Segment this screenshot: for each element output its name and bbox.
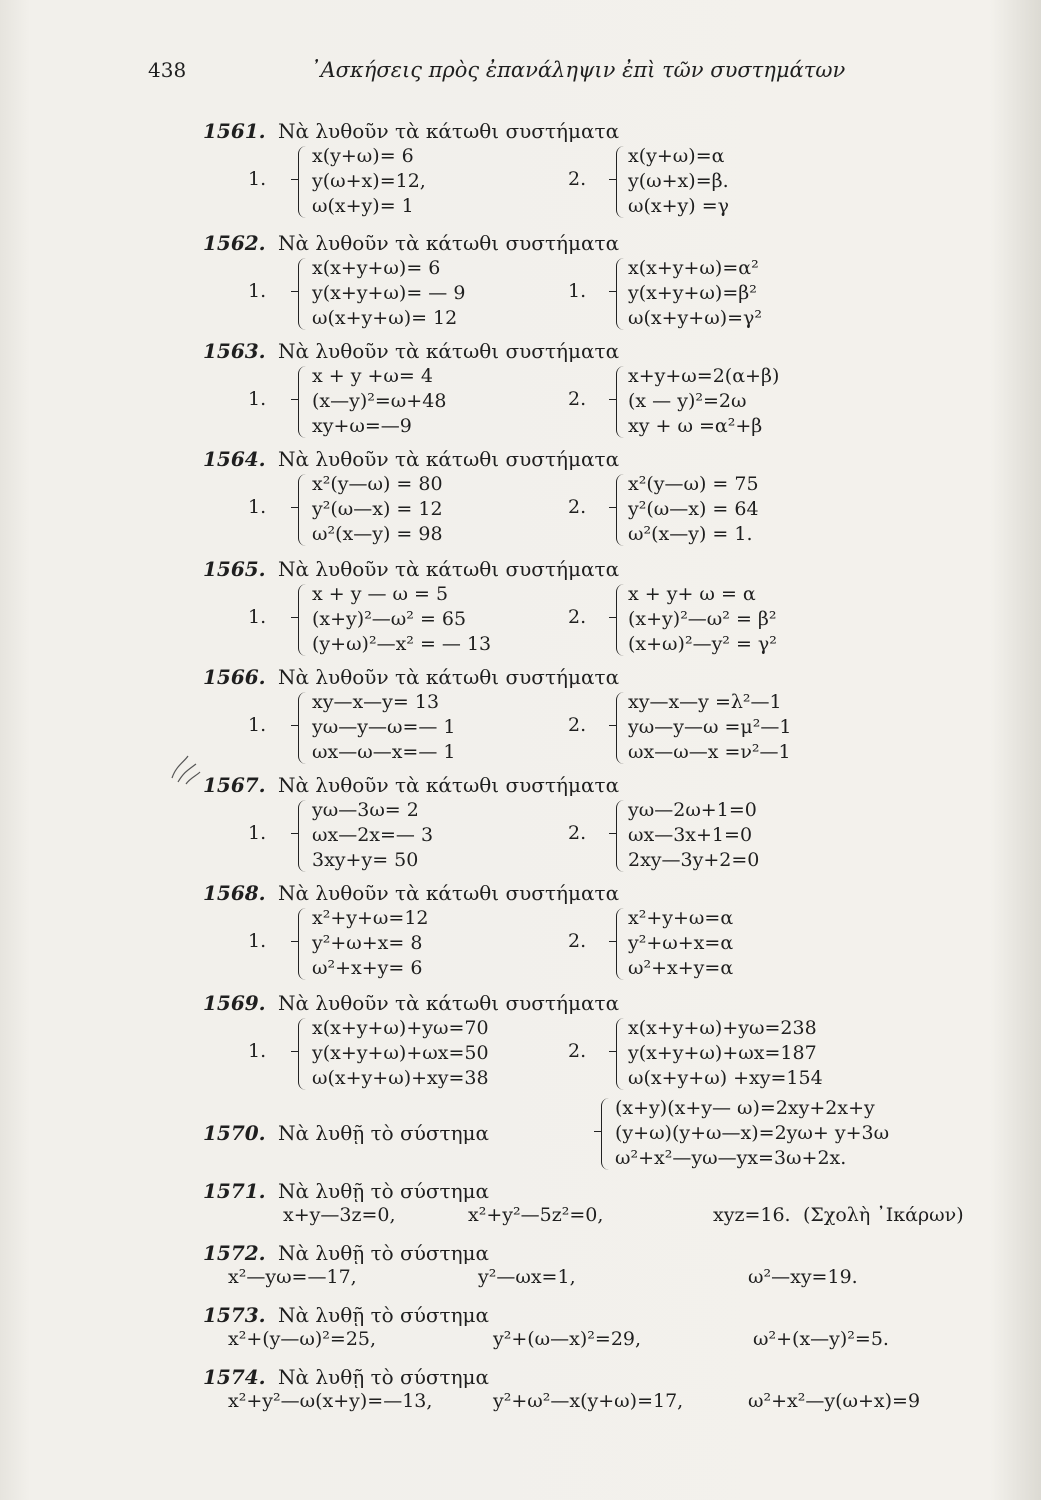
equation: ω(x+y+ω)+xy=38 bbox=[312, 1067, 489, 1089]
equation: y(x+y+ω)=β² bbox=[628, 282, 757, 304]
exercise-1562 bbox=[203, 230, 1003, 334]
equation: x²+y²—ω(x+y)=—13, bbox=[228, 1390, 433, 1412]
equation: y²+(ω—x)²=29, bbox=[493, 1328, 642, 1350]
system-a bbox=[248, 690, 568, 768]
exercise-prompt: Νὰ λυθοῦν τὰ κάτωθι συστήματα bbox=[278, 665, 620, 689]
exercise-number: 1568. bbox=[203, 881, 266, 905]
equation-line bbox=[203, 1328, 1003, 1358]
equation-system bbox=[312, 906, 429, 981]
system-label: 1. bbox=[248, 930, 267, 952]
equation: x+y—3z=0, bbox=[283, 1204, 396, 1226]
equation-system bbox=[615, 1096, 889, 1171]
equation: (x+y)²—ω² = β² bbox=[628, 608, 777, 630]
equation: x(y+ω)= 6 bbox=[312, 145, 414, 167]
equation-system bbox=[628, 472, 759, 547]
equation-system bbox=[312, 472, 443, 547]
exercise-prompt: Νὰ λυθοῦν τὰ κάτωθι συστήματα bbox=[278, 991, 620, 1015]
system-brace bbox=[616, 692, 627, 764]
exercise-1571 bbox=[203, 1178, 1003, 1234]
equation: y(ω+x)=β. bbox=[628, 170, 729, 192]
equation: yω—3ω= 2 bbox=[312, 799, 419, 821]
system-label: 2. bbox=[568, 822, 587, 844]
system-label: 2. bbox=[568, 714, 587, 736]
system-brace bbox=[616, 366, 627, 438]
exercise-number: 1571. bbox=[203, 1179, 266, 1203]
system-pair bbox=[203, 1016, 1003, 1094]
equation: (y+ω)(y+ω—x)=2yω+ y+3ω bbox=[615, 1122, 890, 1144]
equation: x²(y—ω) = 75 bbox=[628, 473, 759, 495]
system-a bbox=[248, 256, 568, 334]
equation: ω²+x+y=α bbox=[628, 957, 734, 979]
equation: (x — y)²=2ω bbox=[628, 390, 747, 412]
system-brace bbox=[298, 800, 309, 872]
equation: (x+ω)²—y² = γ² bbox=[628, 633, 777, 655]
system-b bbox=[568, 1016, 898, 1094]
system-pair bbox=[203, 144, 1003, 222]
equation: y(ω+x)=12, bbox=[312, 170, 426, 192]
system-b bbox=[568, 256, 898, 334]
exercise-prompt: Νὰ λυθοῦν τὰ κάτωθι συστήματα bbox=[278, 881, 620, 905]
equation: ω²+x+y= 6 bbox=[312, 957, 423, 979]
equation: ωx—2x=— 3 bbox=[312, 824, 434, 846]
equation: 2xy—3y+2=0 bbox=[628, 849, 760, 871]
exercise-1567 bbox=[203, 772, 1003, 876]
equation: ω²+x²—yω—yx=3ω+2x. bbox=[615, 1147, 847, 1169]
equation-system bbox=[628, 906, 733, 981]
system-label: 2. bbox=[568, 496, 587, 518]
equation: ω(x+y+ω)=γ² bbox=[628, 307, 762, 329]
exercise-1561 bbox=[203, 118, 1003, 222]
system-b bbox=[568, 364, 898, 442]
equation: ω²(x—y) = 98 bbox=[312, 523, 443, 545]
equation: x+y+ω=2(α+β) bbox=[628, 365, 780, 387]
exercise-number: 1572. bbox=[203, 1241, 266, 1265]
system-label: 1. bbox=[248, 168, 267, 190]
exercise-1572 bbox=[203, 1240, 1003, 1296]
equation-system bbox=[312, 798, 433, 873]
equation: ω²(x—y) = 1. bbox=[628, 523, 753, 545]
equation-system bbox=[312, 256, 465, 331]
equation: x(x+y+ω)=α² bbox=[628, 257, 759, 279]
system-brace bbox=[298, 258, 309, 330]
equation: x²+y+ω=α bbox=[628, 907, 734, 929]
running-head: ᾿Ασκήσεις πρὸς ἐπανάληψιν ἐπὶ τῶν συστημάτων bbox=[310, 58, 846, 82]
exercise-1570 bbox=[203, 1096, 1003, 1176]
system-pair bbox=[203, 798, 1003, 876]
equation: x²(y—ω) = 80 bbox=[312, 473, 443, 495]
system-brace bbox=[616, 908, 627, 980]
system-label: 1. bbox=[248, 496, 267, 518]
equation-system bbox=[312, 582, 491, 657]
system-a bbox=[248, 472, 568, 550]
system-pair bbox=[203, 906, 1003, 984]
exercise-1573 bbox=[203, 1302, 1003, 1358]
system-b bbox=[568, 690, 898, 768]
exercise-number: 1562. bbox=[203, 231, 266, 255]
equation: y²+ω+x=α bbox=[628, 932, 734, 954]
exercise-number: 1565. bbox=[203, 557, 266, 581]
equation: y²+ω+x= 8 bbox=[312, 932, 423, 954]
equation: ωx—3x+1=0 bbox=[628, 824, 753, 846]
system-a bbox=[248, 144, 568, 222]
exercise-number: 1566. bbox=[203, 665, 266, 689]
equation: x²+(y—ω)²=25, bbox=[228, 1328, 377, 1350]
equation-line bbox=[203, 1204, 1003, 1234]
equation-system bbox=[312, 144, 426, 219]
system-b bbox=[568, 906, 898, 984]
equation: y(x+y+ω)+ωx=187 bbox=[628, 1042, 817, 1064]
equation: ω²—xy=19. bbox=[748, 1266, 858, 1288]
system-b bbox=[568, 798, 898, 876]
equation: x(x+y+ω)+yω=70 bbox=[312, 1017, 489, 1039]
exercise-1563 bbox=[203, 338, 1003, 442]
system-label: 1. bbox=[248, 606, 267, 628]
equation: yω—2ω+1=0 bbox=[628, 799, 757, 821]
exercise-1566 bbox=[203, 664, 1003, 768]
equation: x²—yω=—17, bbox=[228, 1266, 357, 1288]
system-brace bbox=[298, 366, 309, 438]
exercise-prompt: Νὰ λυθοῦν τὰ κάτωθι συστήματα bbox=[278, 447, 620, 471]
exercise-prompt: Νὰ λυθῇ τὸ σύστημα bbox=[278, 1179, 490, 1203]
equation-system bbox=[628, 798, 759, 873]
equation: y²(ω—x) = 12 bbox=[312, 498, 443, 520]
equation-system bbox=[628, 1016, 823, 1091]
equation-system bbox=[628, 364, 779, 439]
equation: y²+ω²—x(y+ω)=17, bbox=[493, 1390, 684, 1412]
exercise-number: 1574. bbox=[203, 1365, 266, 1389]
equation: y(x+y+ω)= — 9 bbox=[312, 282, 466, 304]
equation: ωx—ω—x=— 1 bbox=[312, 741, 456, 763]
system-label: 1. bbox=[248, 1040, 267, 1062]
equation: ω²+(x—y)²=5. bbox=[753, 1328, 889, 1350]
equation: (Σχολὴ ᾿Ικάρων) bbox=[803, 1204, 964, 1226]
equation-system bbox=[628, 690, 791, 765]
system-b bbox=[568, 582, 898, 660]
equation: (x—y)²=ω+48 bbox=[312, 390, 447, 412]
equation: x + y — ω = 5 bbox=[312, 583, 449, 605]
exercise-number: 1563. bbox=[203, 339, 266, 363]
system-brace bbox=[298, 146, 309, 218]
system-a bbox=[248, 1016, 568, 1094]
equation: 3xy+y= 50 bbox=[312, 849, 419, 871]
exercise-prompt: Νὰ λυθῇ τὸ σύστημα bbox=[278, 1303, 490, 1327]
equation-system bbox=[628, 144, 729, 219]
system-pair bbox=[203, 582, 1003, 660]
system-brace bbox=[298, 584, 309, 656]
exercise-number: 1573. bbox=[203, 1303, 266, 1327]
equation: y²—ωx=1, bbox=[478, 1266, 576, 1288]
exercise-prompt: Νὰ λυθοῦν τὰ κάτωθι συστήματα bbox=[278, 231, 620, 255]
system-label: 2. bbox=[568, 168, 587, 190]
equation: xy + ω =α²+β bbox=[628, 415, 763, 437]
system-a bbox=[248, 798, 568, 876]
system-label: 2. bbox=[568, 1040, 587, 1062]
exercise-1564 bbox=[203, 446, 1003, 550]
exercise-1565 bbox=[203, 556, 1003, 660]
system-brace bbox=[298, 1018, 309, 1090]
equation: y(x+y+ω)+ωx=50 bbox=[312, 1042, 489, 1064]
system-label: 1. bbox=[248, 822, 267, 844]
exercise-1569 bbox=[203, 990, 1003, 1094]
exercise-prompt: Νὰ λυθῇ τὸ σύστημα bbox=[278, 1241, 490, 1265]
exercise-prompt: Νὰ λυθοῦν τὰ κάτωθι συστήματα bbox=[278, 119, 620, 143]
system-label: 1. bbox=[248, 280, 267, 302]
equation: yω—y—ω=— 1 bbox=[312, 716, 456, 738]
system-a bbox=[248, 364, 568, 442]
system-b bbox=[568, 144, 898, 222]
equation: xyz=16. bbox=[713, 1204, 791, 1226]
system-brace bbox=[298, 908, 309, 980]
system-label: 2. bbox=[568, 930, 587, 952]
equation-system bbox=[312, 1016, 489, 1091]
system-pair bbox=[203, 256, 1003, 334]
equation: x(x+y+ω)= 6 bbox=[312, 257, 441, 279]
system-brace bbox=[298, 692, 309, 764]
system-brace bbox=[616, 800, 627, 872]
equation: ω(x+y)= 1 bbox=[312, 195, 414, 217]
system-a bbox=[248, 582, 568, 660]
equation: ωx—ω—x =ν²—1 bbox=[628, 741, 791, 763]
equation-line bbox=[203, 1390, 1003, 1420]
system-label: 1. bbox=[248, 388, 267, 410]
exercise-prompt: Νὰ λυθοῦν τὰ κάτωθι συστήματα bbox=[278, 557, 620, 581]
system-brace bbox=[616, 146, 627, 218]
equation: xy—x—y= 13 bbox=[312, 691, 440, 713]
system-brace bbox=[601, 1098, 612, 1170]
system-pair bbox=[203, 364, 1003, 442]
exercise-prompt: Νὰ λυθῇ τὸ σύστημα bbox=[278, 1365, 490, 1389]
equation: x + y +ω= 4 bbox=[312, 365, 433, 387]
equation: x(y+ω)=α bbox=[628, 145, 725, 167]
equation: xy+ω=—9 bbox=[312, 415, 412, 437]
equation-line bbox=[203, 1266, 1003, 1296]
equation: x²+y+ω=12 bbox=[312, 907, 429, 929]
exercise-number: 1567. bbox=[203, 773, 266, 797]
equation: (x+y)(x+y— ω)=2xy+2x+y bbox=[615, 1097, 875, 1119]
exercise-prompt: Νὰ λυθοῦν τὰ κάτωθι συστήματα bbox=[278, 773, 620, 797]
system-b bbox=[568, 472, 898, 550]
system-label: 2. bbox=[568, 388, 587, 410]
equation-system bbox=[628, 582, 777, 657]
exercise-number: 1570. bbox=[203, 1121, 266, 1145]
system-label: 1. bbox=[248, 714, 267, 736]
equation-system bbox=[312, 364, 446, 439]
equation-system bbox=[628, 256, 762, 331]
exercise-number: 1564. bbox=[203, 447, 266, 471]
equation: (y+ω)²—x² = — 13 bbox=[312, 633, 492, 655]
exercise-1574 bbox=[203, 1364, 1003, 1420]
pencil-annotation bbox=[166, 748, 206, 788]
equation: ω²+x²—y(ω+x)=9 bbox=[748, 1390, 921, 1412]
equation: x + y+ ω = α bbox=[628, 583, 756, 605]
system-a bbox=[248, 906, 568, 984]
page-number: 438 bbox=[148, 58, 187, 82]
equation: y²(ω—x) = 64 bbox=[628, 498, 759, 520]
equation: xy—x—y =λ²—1 bbox=[628, 691, 782, 713]
system-label: 2. bbox=[568, 606, 587, 628]
equation: ω(x+y+ω)= 12 bbox=[312, 307, 458, 329]
equation: ω(x+y+ω) +xy=154 bbox=[628, 1067, 823, 1089]
exercise-1568 bbox=[203, 880, 1003, 984]
system-brace bbox=[616, 258, 627, 330]
system-brace bbox=[616, 474, 627, 546]
equation: yω—y—ω =μ²—1 bbox=[628, 716, 792, 738]
system-brace bbox=[616, 1018, 627, 1090]
system-label: 1. bbox=[568, 280, 587, 302]
system-brace bbox=[616, 584, 627, 656]
equation: (x+y)²—ω² = 65 bbox=[312, 608, 467, 630]
exercise-number: 1561. bbox=[203, 119, 266, 143]
system-pair bbox=[203, 690, 1003, 768]
equation-system bbox=[312, 690, 456, 765]
equation: ω(x+y) =γ bbox=[628, 195, 730, 217]
exercise-prompt: Νὰ λυθοῦν τὰ κάτωθι συστήματα bbox=[278, 339, 620, 363]
system-pair bbox=[203, 472, 1003, 550]
equation: x²+y²—5z²=0, bbox=[468, 1204, 604, 1226]
system-brace bbox=[298, 474, 309, 546]
exercise-prompt: Νὰ λυθῇ τὸ σύστημα bbox=[278, 1121, 490, 1145]
exercise-number: 1569. bbox=[203, 991, 266, 1015]
equation: x(x+y+ω)+yω=238 bbox=[628, 1017, 817, 1039]
